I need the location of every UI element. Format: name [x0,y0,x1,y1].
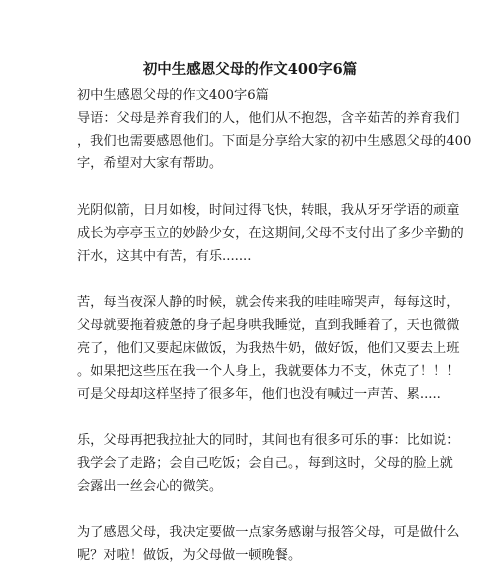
document-title: 初中生感恩父母的作文400字6篇 [142,61,358,78]
text-line: 成长为亭亭玉立的妙龄少女，在这期间,父母不支付出了多少辛勤的 [77,226,464,241]
text-line: 苦，每当夜深人静的时候，就会传来我的哇哇啼哭声，每每这时， [77,295,460,310]
text-line: 亮了，他们又要起床做饭，为我热牛奶，做好饭，他们又要去上班 [77,341,460,356]
text-line: 呢？对啦！做饭，为父母做一顿晚餐。 [77,548,302,563]
text-line: 我学会了走路；会自己吃饭；会自己。，每到这时，父母的脸上就 [77,456,453,471]
text-line: 导语：父母是养育我们的人，他们从不抱怨，含辛茹苦的养育我们 [77,111,460,126]
text-line: 。如果把这些压在我一个人身上，我就要体力不支，休克了！！！ [77,364,460,379]
text-line: ，我们也需要感恩他们。下面是分享给大家的初中生感恩父母的400 [77,134,472,149]
text-line: 会露出一丝会心的微笑。 [77,479,223,494]
text-line: 为了感恩父母，我决定要做一点家务感谢与报答父母，可是做什么 [77,525,460,540]
text-line: 字，希望对大家有帮助。 [77,156,223,171]
text-line: 光阴似箭，日月如梭，时间过得飞快，转眼，我从牙牙学语的顽童 [77,203,460,218]
text-line: 父母就要拖着疲惫的身子起身哄我睡觉，直到我睡着了，天也微微 [77,318,460,333]
document-subtitle: 初中生感恩父母的作文400字6篇 [77,88,269,103]
text-line: 乐，父母再把我拉扯大的同时，其间也有很多可乐的事：比如说： [77,433,460,448]
text-line: 汗水，这其中有苦，有乐....... [77,249,252,264]
text-line: 可是父母却这样坚持了很多年，他们也没有喊过一声苦、累..... [77,387,441,402]
